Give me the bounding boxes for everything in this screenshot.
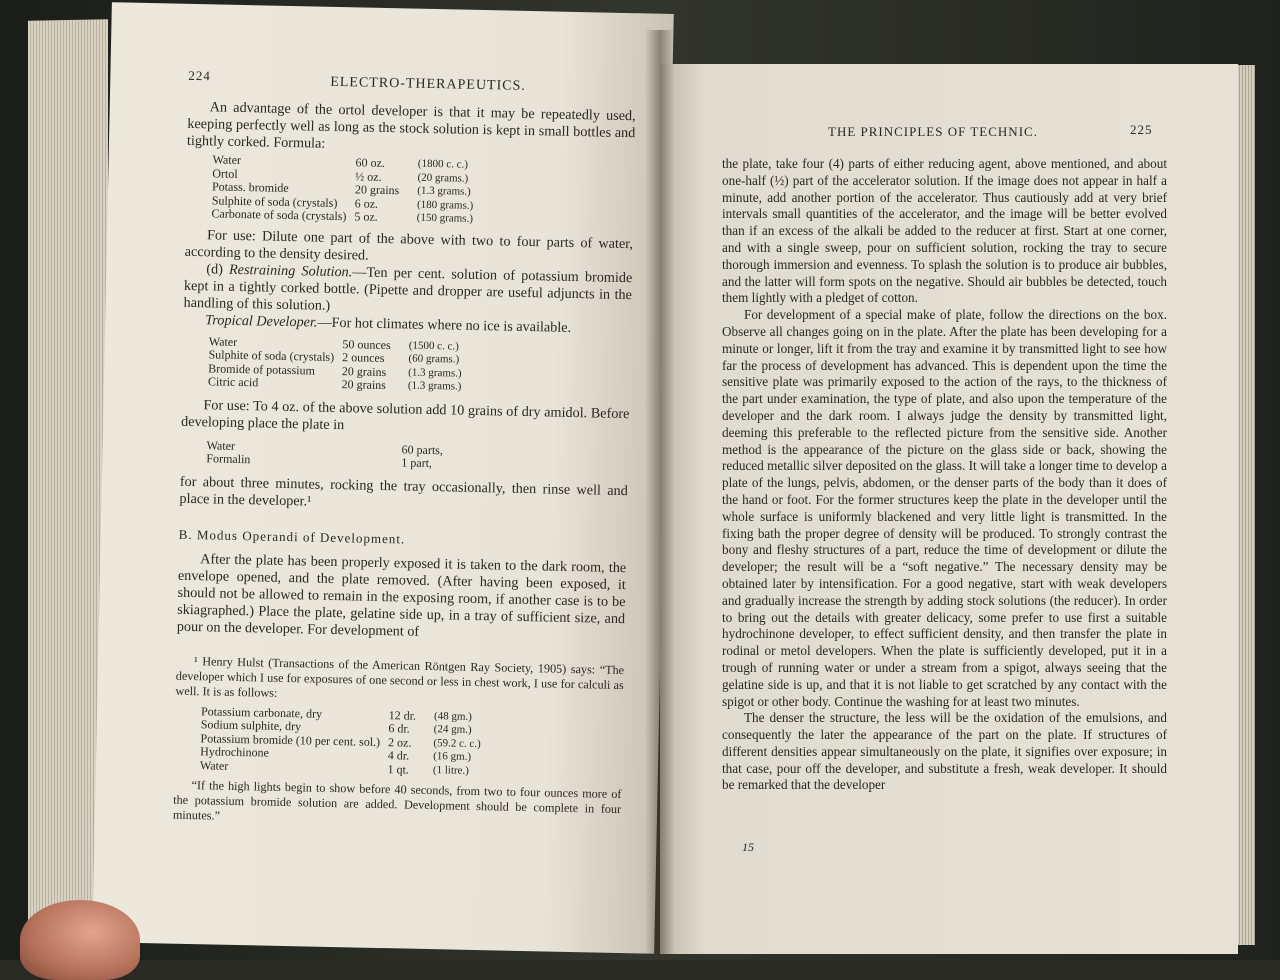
footnote [173,653,624,832]
formula-item: Ortol [212,165,238,181]
footnote-end: “If the high lights begin to show before 40 seconds, from two to four ounces more of the potassium bromide solution are added. Development should be complete in four minutes.” [172,778,622,823]
formula-item: Water [206,437,236,453]
signature-mark: 15 [742,840,754,854]
formula-metric: (180 grams.) [416,198,474,212]
restraining-text: —Ten per cent. solution of potassium bromide kept in a tightly corked bottle. (Pipette and dropper are useful adjuncts in the handling of this solution.) [183,263,633,314]
formula-amount: 60 parts, [401,441,444,457]
formula-metric: (24 gm.) [433,723,472,736]
left-text-column [173,99,636,832]
after-formalin-paragraph: for about three minutes, rocking the tray occasionally, then rinse well and place in the developer.¹ [179,473,628,510]
formula-amount: 5 oz. [354,209,378,224]
formula-amount: 6 oz. [354,195,379,211]
footnote-intro: ¹ Henry Hulst (Transactions of the American Röntgen Ray Society, 1905) says: “The developer which I use for exposures of one second or less in chest work, I use for calculi as well. It is as follows: [175,653,625,700]
formula-metric: (48 gm.) [433,709,473,723]
formula-amount: 4 dr. [387,748,410,763]
formula-metric: (20 grams.) [417,171,469,185]
formula-amount: 20 grains [354,182,400,198]
for-use-paragraph-1: For use: Dilute one part of the above with two to four parts of water, according to the density desired. [184,226,634,264]
right-running-head: THE PRINCIPLES OF TECHNIC. [828,124,1038,139]
formula-amount: 1 part, [401,455,433,471]
formula-amount: 6 dr. [388,721,410,736]
formula-metric: (150 grams.) [416,211,474,225]
right-page [660,64,1238,954]
formula-metric: (1.3 grams.) [408,366,462,380]
right-paragraph-1: the plate, take four (4) parts of either reducing agent, above mentioned, and about one-half (½) part of the accelerator solution. If the image does not appear in half a minute, add another portion of the accelerator. Thus cautiously add at very brief intervals small quantities of the accelerator, and the image will be better evolved than if an excess of the alkali be added to the reducer at first. Start at one corner, and with a single sweep, pour on sufficient solution, rocking the tray to secure thorough immersion and evenness. To splash the solution is to produce air bubbles, and the latter will form spots on the negative. Should air bubbles be detected, touch them lightly with a pledget of cotton. [722,156,1167,306]
restraining-label: (d) [206,260,230,278]
formula-item: Sulphite of soda (crystals) [208,347,335,364]
formula-item: Hydrochinone [200,744,270,760]
formula-amount: 20 grains [341,363,387,379]
formula-item: Sodium sulphite, dry [200,717,302,734]
formula-item: Sulphite of soda (crystals) [211,192,338,210]
thumb [20,900,140,980]
left-page-number: 224 [188,67,212,84]
restraining-title: Restraining Solution. [228,261,353,280]
formula-amount: ½ oz. [355,168,382,184]
formula-amount: 2 oz. [387,734,412,750]
tropical-title: Tropical Developer. [205,311,318,331]
formula-item: Water [212,152,242,167]
formula-item: Citric acid [207,374,259,390]
formula-item: Potassium bromide (10 per cent. sol.) [200,730,381,749]
right-paragraph-2: For development of a special make of plate, follow the directions on the box. Observe all changes going on in the plate. After the plate has been developing for a minute or longer, lift it from the tray and examine it by transmitted light to see how far the process of development has advanced. This is dependent upon the time the sensitive plate was primarily exposed to the action of the rays, to the thickness of the part under examination, the type of plate, and also upon the temperature of the developer and the dark room. I always judge the density by transmitted light, deeming this preferable to the reflected picture from the sensitive side. Another method is the appearance of the picture on the glass side or back, showing the reduced metallic silver deposited on the glass. It will take a longer time to develop a plate of the lungs, pelvis, abdomen, or the denser parts of the body than it does of the hand or foot. For the former structures keep the plate in the developer until the whole surface is uniformly blackened and very little light is transmitted. In the fixing bath the proper degree of density will be produced. To strongly contrast the bony and fleshy structures of a part, reduce the time of development or dilute the developer; the result will be a “soft negative.” The necessary density may be obtained later by intensification. For a good negative, start with weak developers and gradually increase the strength by adding stock solutions (the reducer). In order to bring out the details with greater delicacy, some prefer to use first a suitable hydrochinone developer, to effect sufficient density, and then transfer the plate in rodinal or metol developers. When the plate is sufficiently developed, put it in a trough of running water or under a stream from a spigot, always seeing that the gelatine side is up, and that it is not liable to get scratched by any contact with the spigot or other body. Continue the washing for at least two minutes. [722,307,1167,709]
formula-amount: 12 dr. [388,707,417,723]
ortol-formula [207,153,478,226]
right-page-number: 225 [1130,122,1153,137]
left-page [92,2,674,954]
formula-metric: (1800 c. c.) [417,157,469,171]
formula-metric: (1.3 grams.) [407,379,462,393]
right-paragraph-3: The denser the structure, the less will be the oxidation of the emulsions, and consequently the later the appearance of the part on the plate. If structures of different densities appear simultaneously on the plate, it signifies over exposure; in that case, pour off the developer, and substitute a fresh, weak developer. It should be remarked that the developer [722,710,1167,793]
formula-item: Carbonate of soda (crystals) [211,206,347,224]
formula-amount: 1 qt. [387,761,410,777]
tropical-formula [204,335,467,394]
modus-operandi-paragraph: After the plate has been properly exposed it is taken to the dark room, the envelope opened, and the plate removed. (After having been exposed, it should not be allowed to remain in the exposing room, if another case is to be skiagraphed.) Place the plate, gelatine side up, in a tray of sufficient size, and pour on the developer. For development of [176,550,627,640]
formalin-formula [202,439,582,474]
section-heading: B. Modus Operandi of Development. [178,526,406,546]
hulst-formula [196,705,486,779]
formula-item: Bromide of potassium [208,360,316,378]
formula-amount: 20 grains [341,377,387,393]
formula-item: Water [199,757,229,773]
right-text-column [722,156,1167,794]
formula-metric: (60 grams.) [408,352,460,366]
formula-item: Potass. bromide [211,179,289,195]
tropical-text: —For hot climates where no ice is available. [317,314,572,336]
formula-metric: (1 litre.) [432,763,470,777]
formula-amount: 2 ounces [342,350,385,366]
formula-item: Water [208,333,238,349]
formula-item: Formalin [206,451,251,467]
left-running-head: ELECTRO-THERAPEUTICS. [330,74,526,94]
formula-metric: (1500 c. c.) [408,339,459,353]
formula-metric: (1.3 grams.) [417,184,471,198]
restraining-paragraph [183,260,632,320]
formula-amount: 50 ounces [342,336,391,352]
formula-amount: 60 oz. [355,155,386,170]
formula-metric: (59.2 c. c.) [433,736,481,750]
book-gutter [645,30,675,960]
formula-metric: (16 gm.) [433,750,472,763]
ortol-intro: An advantage of the ortol developer is that it may be repeatedly used, keeping perfectly well as long as the stock solution is kept in small bottles and tightly corked. Formula: [186,99,636,152]
for-use-paragraph-2: For use: To 4 oz. of the above solution add 10 grains of dry amidol. Before developing place the plate in [180,396,630,433]
formula-item: Potassium carbonate, dry [200,703,323,721]
